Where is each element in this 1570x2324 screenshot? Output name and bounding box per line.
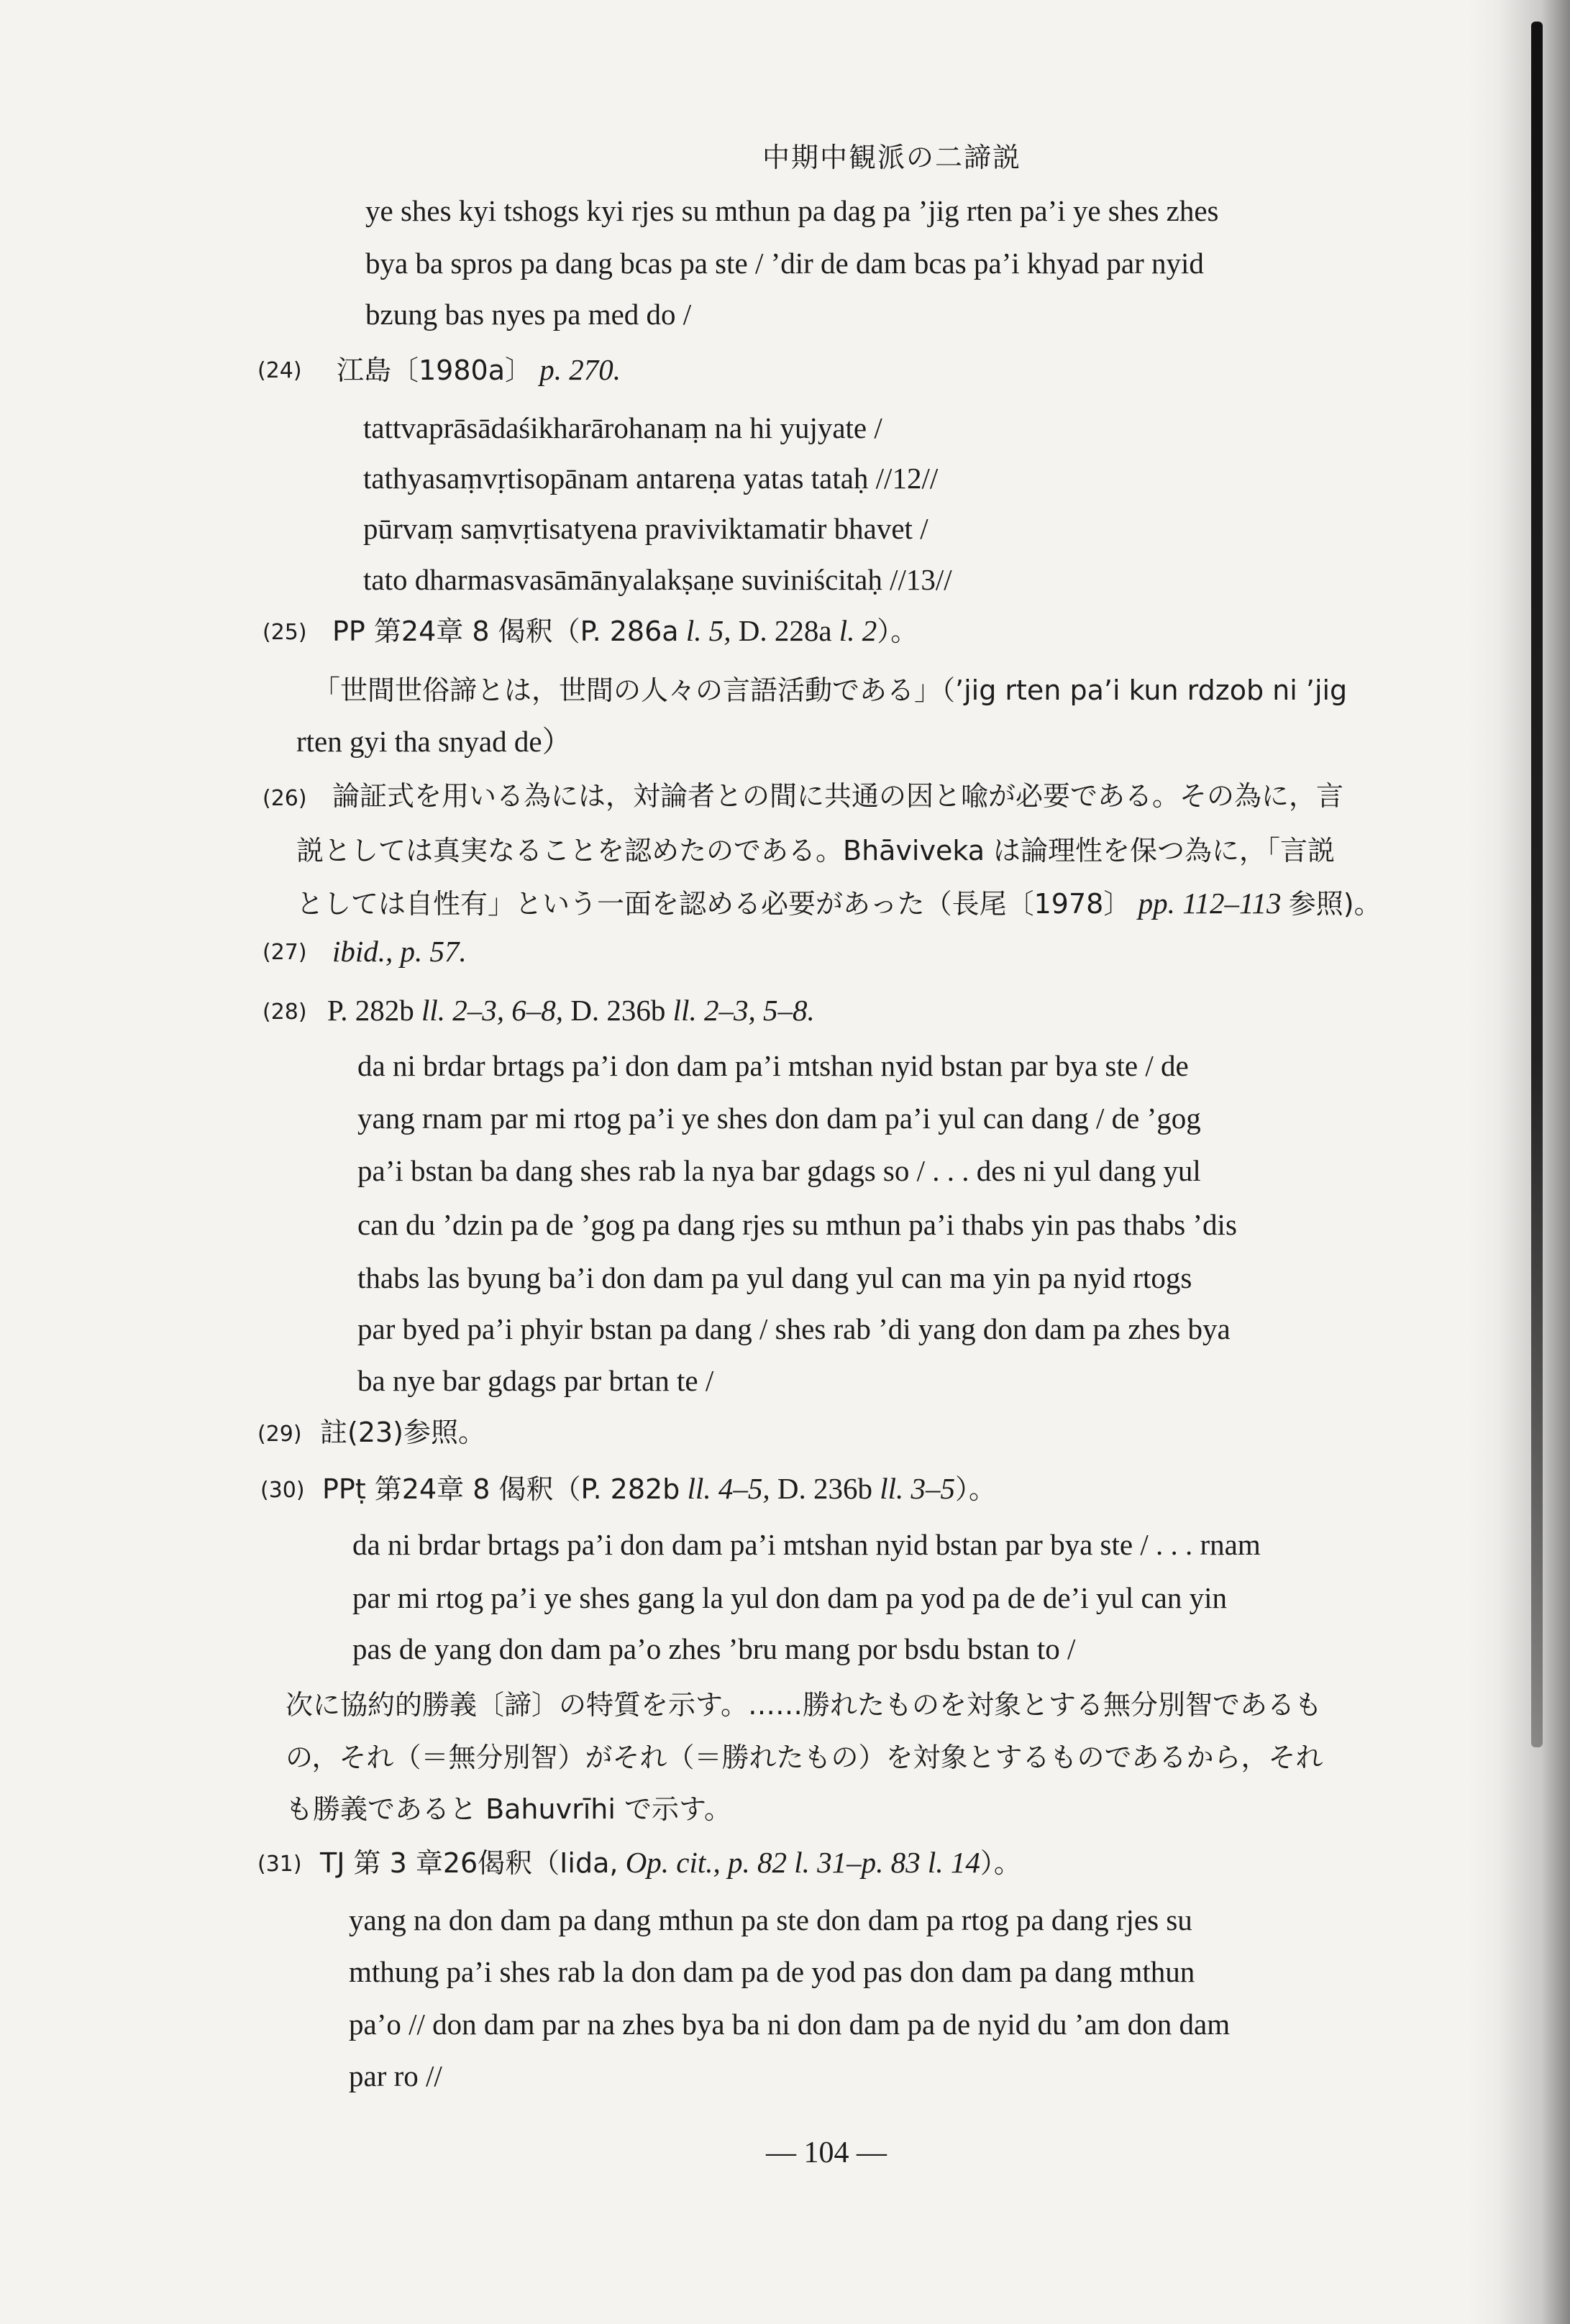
note-marker-25: (25) xyxy=(263,620,307,645)
tibetan-line: pa’i bstan ba dang shes rab la nya bar gdags so / . . . des ni yul dang yul xyxy=(357,1154,1201,1187)
note-25-loc-d: l. 2 xyxy=(839,614,877,647)
tibetan-line: mthung pa’i shes rab la don dam pa de yod pas don dam pa dang mthun xyxy=(349,1955,1195,1988)
note-28-loc: ll. 2–3, 6–8, xyxy=(421,994,564,1027)
tibetan-line: par ro // xyxy=(349,2059,442,2092)
tibetan-line: da ni brdar brtags pa’i don dam pa’i mtshan nyid bstan par bya ste / . . . rnam xyxy=(352,1528,1261,1561)
note-30-ref-d: D. 236b xyxy=(777,1472,872,1505)
note-29-text: 註(23)参照。 xyxy=(320,1417,486,1448)
tibetan-line: par mi rtog pa’i ye shes gang la yul don dam pa yod pa de de’i yul can yin xyxy=(352,1581,1228,1614)
note-28-ref: P. 282b xyxy=(327,994,414,1027)
note-24-ref: 江島〔1980a〕 xyxy=(337,354,532,386)
note-28-loc-d: ll. 2–3, 5–8. xyxy=(672,994,815,1027)
note-line: bzung bas nyes pa med do / xyxy=(365,298,692,331)
note-31-ref: TJ 第 3 章26偈釈（Iida, xyxy=(320,1847,619,1879)
scan-shadow-edge xyxy=(1469,0,1570,2324)
note-marker-26: (26) xyxy=(263,786,307,811)
running-head: 中期中観派の二諦説 xyxy=(762,142,1022,173)
tibetan-line: thabs las byung ba’i don dam pa yul dang yul can ma yin pa nyid rtogs xyxy=(357,1261,1192,1294)
tibetan-line: yang na don dam pa dang mthun pa ste don dam pa rtog pa dang rjes su xyxy=(349,1903,1192,1936)
note-line: bya ba spros pa dang bcas pa ste / ’dir de dam bcas pa’i khyad par nyid xyxy=(365,247,1204,280)
sanskrit-verse-line: tathyasaṃvṛtisopānam antareṇa yatas tataḥ //12// xyxy=(363,462,939,495)
binding-edge xyxy=(1531,22,1543,1747)
note-line: 「世間世俗諦とは，世間の人々の言語活動である」（’jig rten pa’i kun rdzob ni ’jig xyxy=(313,674,1348,706)
note-25-ref: PP 第24章 8 偈釈（P. 286a xyxy=(332,616,679,647)
note-30-loc-d: ll. 3–5 xyxy=(880,1472,956,1505)
note-25-close: ）。 xyxy=(877,616,918,647)
note-marker-28: (28) xyxy=(263,999,307,1025)
sanskrit-verse-line: pūrvaṃ saṃvṛtisatyena praviviktamatir bhavet / xyxy=(363,512,928,545)
tibetan-line: pas de yang don dam pa’o zhes ’bru mang por bsdu bstan to / xyxy=(352,1632,1076,1665)
note-26-pages: pp. 112–113 xyxy=(1138,887,1282,920)
note-marker-29: (29) xyxy=(257,1422,302,1447)
note-marker-31: (31) xyxy=(257,1852,302,1877)
page-number: — 104 — xyxy=(766,2136,887,2169)
tibetan-line: ba nye bar gdags par brtan te / xyxy=(357,1364,714,1397)
note-24-page: p. 270. xyxy=(539,353,621,386)
note-line: ye shes kyi tshogs kyi rjes su mthun pa dag pa ’jig rten pa’i ye shes zhes xyxy=(365,194,1219,227)
note-31-close: ）。 xyxy=(980,1847,1021,1879)
note-31-loc: Op. cit., p. 82 l. 31–p. 83 l. 14 xyxy=(625,1846,980,1879)
tibetan-line: pa’o // don dam par na zhes bya ba ni don dam pa de nyid du ’am don dam xyxy=(349,2008,1231,2041)
note-line: 次に協約的勝義〔諦〕の特質を示す。……勝れたものを対象とする無分別智であるも xyxy=(286,1689,1322,1721)
note-line: の，それ（＝無分別智）がそれ（＝勝れたもの）を対象とするものであるから，それ xyxy=(286,1742,1323,1773)
note-marker-27: (27) xyxy=(263,940,307,965)
note-line: rten gyi tha snyad de） xyxy=(296,725,572,758)
sanskrit-verse-line: tattvaprāsādaśikharārohanaṃ na hi yujyate / xyxy=(363,411,882,444)
note-30-ref: PPṭ 第24章 8 偈釈（P. 282b xyxy=(322,1473,680,1505)
note-27-text: ibid., p. 57. xyxy=(332,935,467,968)
note-line: も勝義であると Bahuvrīhi で示す。 xyxy=(286,1793,731,1825)
tibetan-line: par byed pa’i phyir bstan pa dang / shes rab ’di yang don dam pa zhes bya xyxy=(357,1312,1231,1345)
note-30-loc: ll. 4–5, xyxy=(687,1472,770,1505)
sanskrit-verse-line: tato dharmasvasāmānyalakṣaṇe suviniścitaḥ //13// xyxy=(363,563,952,596)
note-line: 論証式を用いる為には，対論者との間に共通の因と喩が必要である。その為に，言 xyxy=(332,780,1344,812)
note-25-loc: l. 5, xyxy=(685,614,731,647)
note-marker-24: (24) xyxy=(257,358,302,383)
tibetan-line: da ni brdar brtags pa’i don dam pa’i mtshan nyid bstan par bya ste / de xyxy=(357,1049,1189,1082)
note-26-tail: 参照)。 xyxy=(1288,888,1382,920)
note-25-ref-d: D. 228a xyxy=(738,614,832,647)
tibetan-line: can du ’dzin pa de ’gog pa dang rjes su mthun pa’i thabs yin pas thabs ’dis xyxy=(357,1208,1237,1241)
note-line: 説としては真実なることを認めたのである。Bhāviveka は論理性を保つ為に，「言説 xyxy=(296,835,1336,866)
note-line: としては自性有」という一面を認める必要があった（長尾〔1978〕 xyxy=(296,888,1131,920)
tibetan-line: yang rnam par mi rtog pa’i ye shes don dam pa’i yul can dang / de ’gog xyxy=(357,1102,1201,1135)
note-30-close: ）。 xyxy=(955,1473,997,1505)
note-28-ref-d: D. 236b xyxy=(570,994,666,1027)
note-marker-30: (30) xyxy=(260,1478,305,1503)
